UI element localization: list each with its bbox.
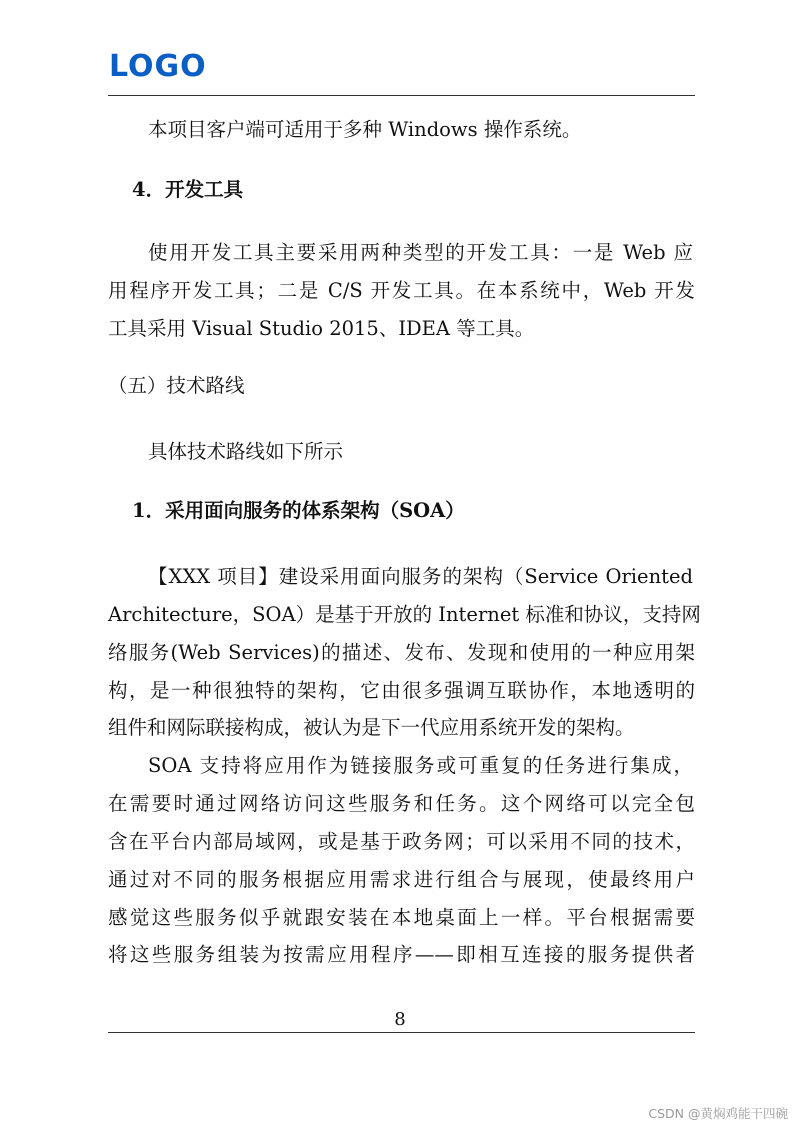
paragraph-line: 本项目客户端可适用于多种 Windows 操作系统。 — [148, 118, 582, 141]
paragraph-line: 感觉这些服务似乎就跟安装在本地桌面上一样。平台根据需要 — [108, 906, 695, 929]
paragraph-line: 【XXX 项目】建设采用面向服务的架构（Service Oriented — [148, 565, 693, 588]
paragraph-line: 将这些服务组装为按需应用程序——即相互连接的服务提供者 — [108, 943, 695, 966]
paragraph-line: 含在平台内部局域网，或是基于政务网；可以采用不同的技术， — [108, 830, 695, 853]
paragraph-line: 通过对不同的服务根据应用需求进行组合与展现，使最终用户 — [108, 868, 695, 891]
paragraph-line: 使用开发工具主要采用两种类型的开发工具：一是 Web 应 — [148, 241, 693, 264]
section-heading: （五）技术路线 — [108, 374, 245, 397]
watermark: CSDN @黄焖鸡能干四碗 — [648, 1106, 788, 1121]
page-number: 8 — [394, 1009, 406, 1030]
paragraph-line: 络服务(Web Services)的描述、发布、发现和使用的一种应用架 — [108, 641, 695, 664]
paragraph-line: 组件和网际联接构成，被认为是下一代应用系统开发的架构。 — [108, 716, 635, 739]
footer-rule — [108, 1032, 695, 1033]
paragraph-line: 在需要时通过网络访问这些服务和任务。这个网络可以完全包 — [108, 792, 695, 815]
paragraph-line: 用程序开发工具；二是 C/S 开发工具。在本系统中，Web 开发 — [108, 279, 695, 302]
section-heading: 1．采用面向服务的体系架构（SOA） — [132, 499, 465, 522]
paragraph-line: Architecture，SOA）是基于开放的 Internet 标准和协议，支持网 — [108, 603, 701, 626]
paragraph-line: 工具采用 Visual Studio 2015、IDEA 等工具。 — [108, 317, 535, 340]
section-heading: 4．开发工具 — [132, 178, 244, 201]
paragraph-line: SOA 支持将应用作为链接服务或可重复的任务进行集成， — [148, 754, 693, 777]
header-rule — [108, 95, 695, 96]
paragraph-line: 构，是一种很独特的架构，它由很多强调互联协作，本地透明的 — [108, 679, 695, 702]
paragraph-line: 具体技术路线如下所示 — [148, 440, 344, 463]
logo: LOGO — [109, 49, 207, 84]
